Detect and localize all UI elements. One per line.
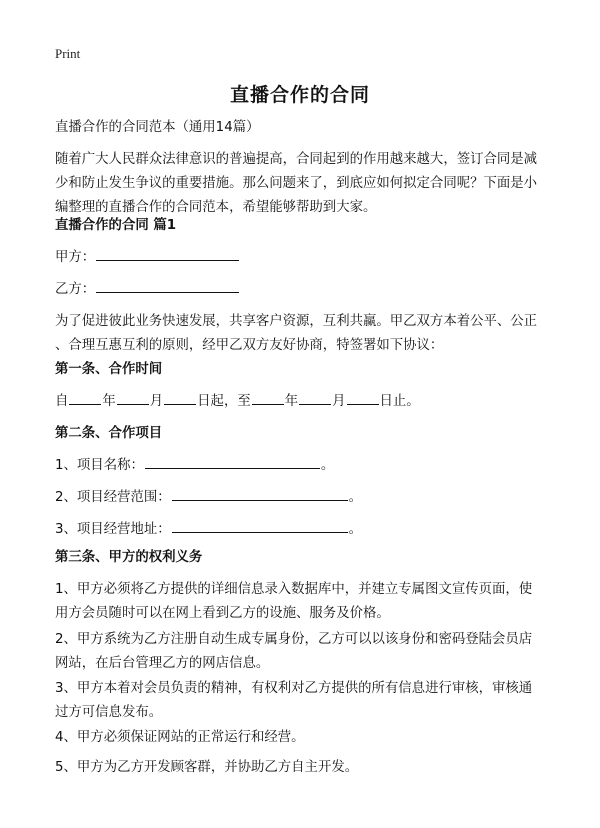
article3-item-5: 5、甲方为乙方开发顾客群，并协助乙方自主开发。	[55, 760, 359, 775]
project-scope-label: 2、项目经营范围：	[55, 490, 171, 505]
day-label-2: 日止。	[379, 394, 420, 409]
end-day-blank	[347, 390, 379, 405]
party-b-label: 乙方：	[55, 282, 96, 297]
intro-line-1: 随着广大人民群众法律意识的普遍提高，合同起到的作用越来越大，签订合同是减	[55, 152, 538, 167]
intro-line-3: 编整理的直播合作的合同范本，希望能够帮助到大家。	[55, 200, 377, 215]
article3-item-2-line-2: 网站，在后台管理乙方的网店信息。	[55, 656, 270, 671]
article3-heading: 第三条、甲方的权利义务	[55, 550, 203, 565]
party-a-label: 甲方：	[55, 250, 96, 265]
preamble-line-1: 为了促进彼此业务快速发展，共享客户资源，互利共赢。甲乙双方本着公平、公正	[55, 314, 538, 329]
preamble-paragraph	[55, 310, 550, 358]
party-a-blank	[96, 246, 239, 261]
day-label-1: 日起，至	[197, 394, 251, 409]
cooperation-period-line	[55, 390, 550, 414]
from-label: 自	[55, 394, 69, 409]
project-address-label: 3、项目经营地址：	[55, 522, 171, 537]
article3-item-1	[55, 578, 550, 626]
project-name-line	[55, 454, 550, 478]
intro-line-2: 少和防止发生争议的重要措施。那么问题来了，到底应如何拟定合同呢？下面是小	[55, 176, 538, 191]
year-label-1: 年	[102, 394, 116, 409]
article3-item-3-line-1: 3、甲方本着对会员负责的精神，有权利对乙方提供的所有信息进行审核，审核通	[55, 681, 533, 696]
project-name-label: 1、项目名称：	[55, 458, 144, 473]
project-scope-line	[55, 486, 550, 510]
article3-item-2-line-1: 2、甲方系统为乙方注册自动生成专属身份，乙方可以以该身份和密码登陆会员店	[55, 632, 533, 647]
article1-heading: 第一条、合作时间	[55, 362, 163, 377]
period-mark: 。	[320, 458, 335, 473]
article3-item-1-line-2: 用方会员随时可以在网上看到乙方的设施、服务及价格。	[55, 606, 390, 621]
section1-heading: 直播合作的合同 篇1	[55, 218, 177, 233]
article3-item-4: 4、甲方必须保证网站的正常运行和经营。	[55, 730, 305, 745]
article3-item-3	[55, 677, 550, 725]
project-scope-blank	[172, 486, 348, 501]
start-month-blank	[117, 390, 149, 405]
year-label-2: 年	[284, 394, 299, 409]
project-address-blank	[172, 518, 348, 533]
party-b-blank	[96, 278, 239, 293]
article3-item-1-line-1: 1、甲方必须将乙方提供的详细信息录入数据库中，并建立专属图文宣传页面，使	[55, 582, 533, 597]
period-mark: 。	[348, 490, 363, 505]
party-a-line	[55, 246, 550, 270]
article2-heading: 第二条、合作项目	[55, 426, 163, 441]
print-link[interactable]: Print	[55, 46, 81, 61]
document-title: 直播合作的合同	[229, 84, 370, 106]
start-day-blank	[164, 390, 196, 405]
month-label-2: 月	[332, 394, 346, 409]
preamble-line-2: 、合理互惠互利的原则，经甲乙双方友好协商，特签署如下协议：	[55, 338, 444, 353]
document-subtitle: 直播合作的合同范本（通用14篇）	[55, 120, 260, 135]
project-name-blank	[145, 454, 320, 469]
month-label-1: 月	[149, 394, 164, 409]
end-month-blank	[299, 390, 331, 405]
period-mark: 。	[348, 522, 363, 537]
start-year-blank	[69, 390, 101, 405]
article3-item-2	[55, 628, 550, 676]
end-year-blank	[252, 390, 284, 405]
intro-paragraph	[55, 148, 550, 220]
party-b-line	[55, 278, 550, 302]
article3-item-3-line-2: 过方可信息发布。	[55, 705, 163, 720]
project-address-line	[55, 518, 550, 542]
